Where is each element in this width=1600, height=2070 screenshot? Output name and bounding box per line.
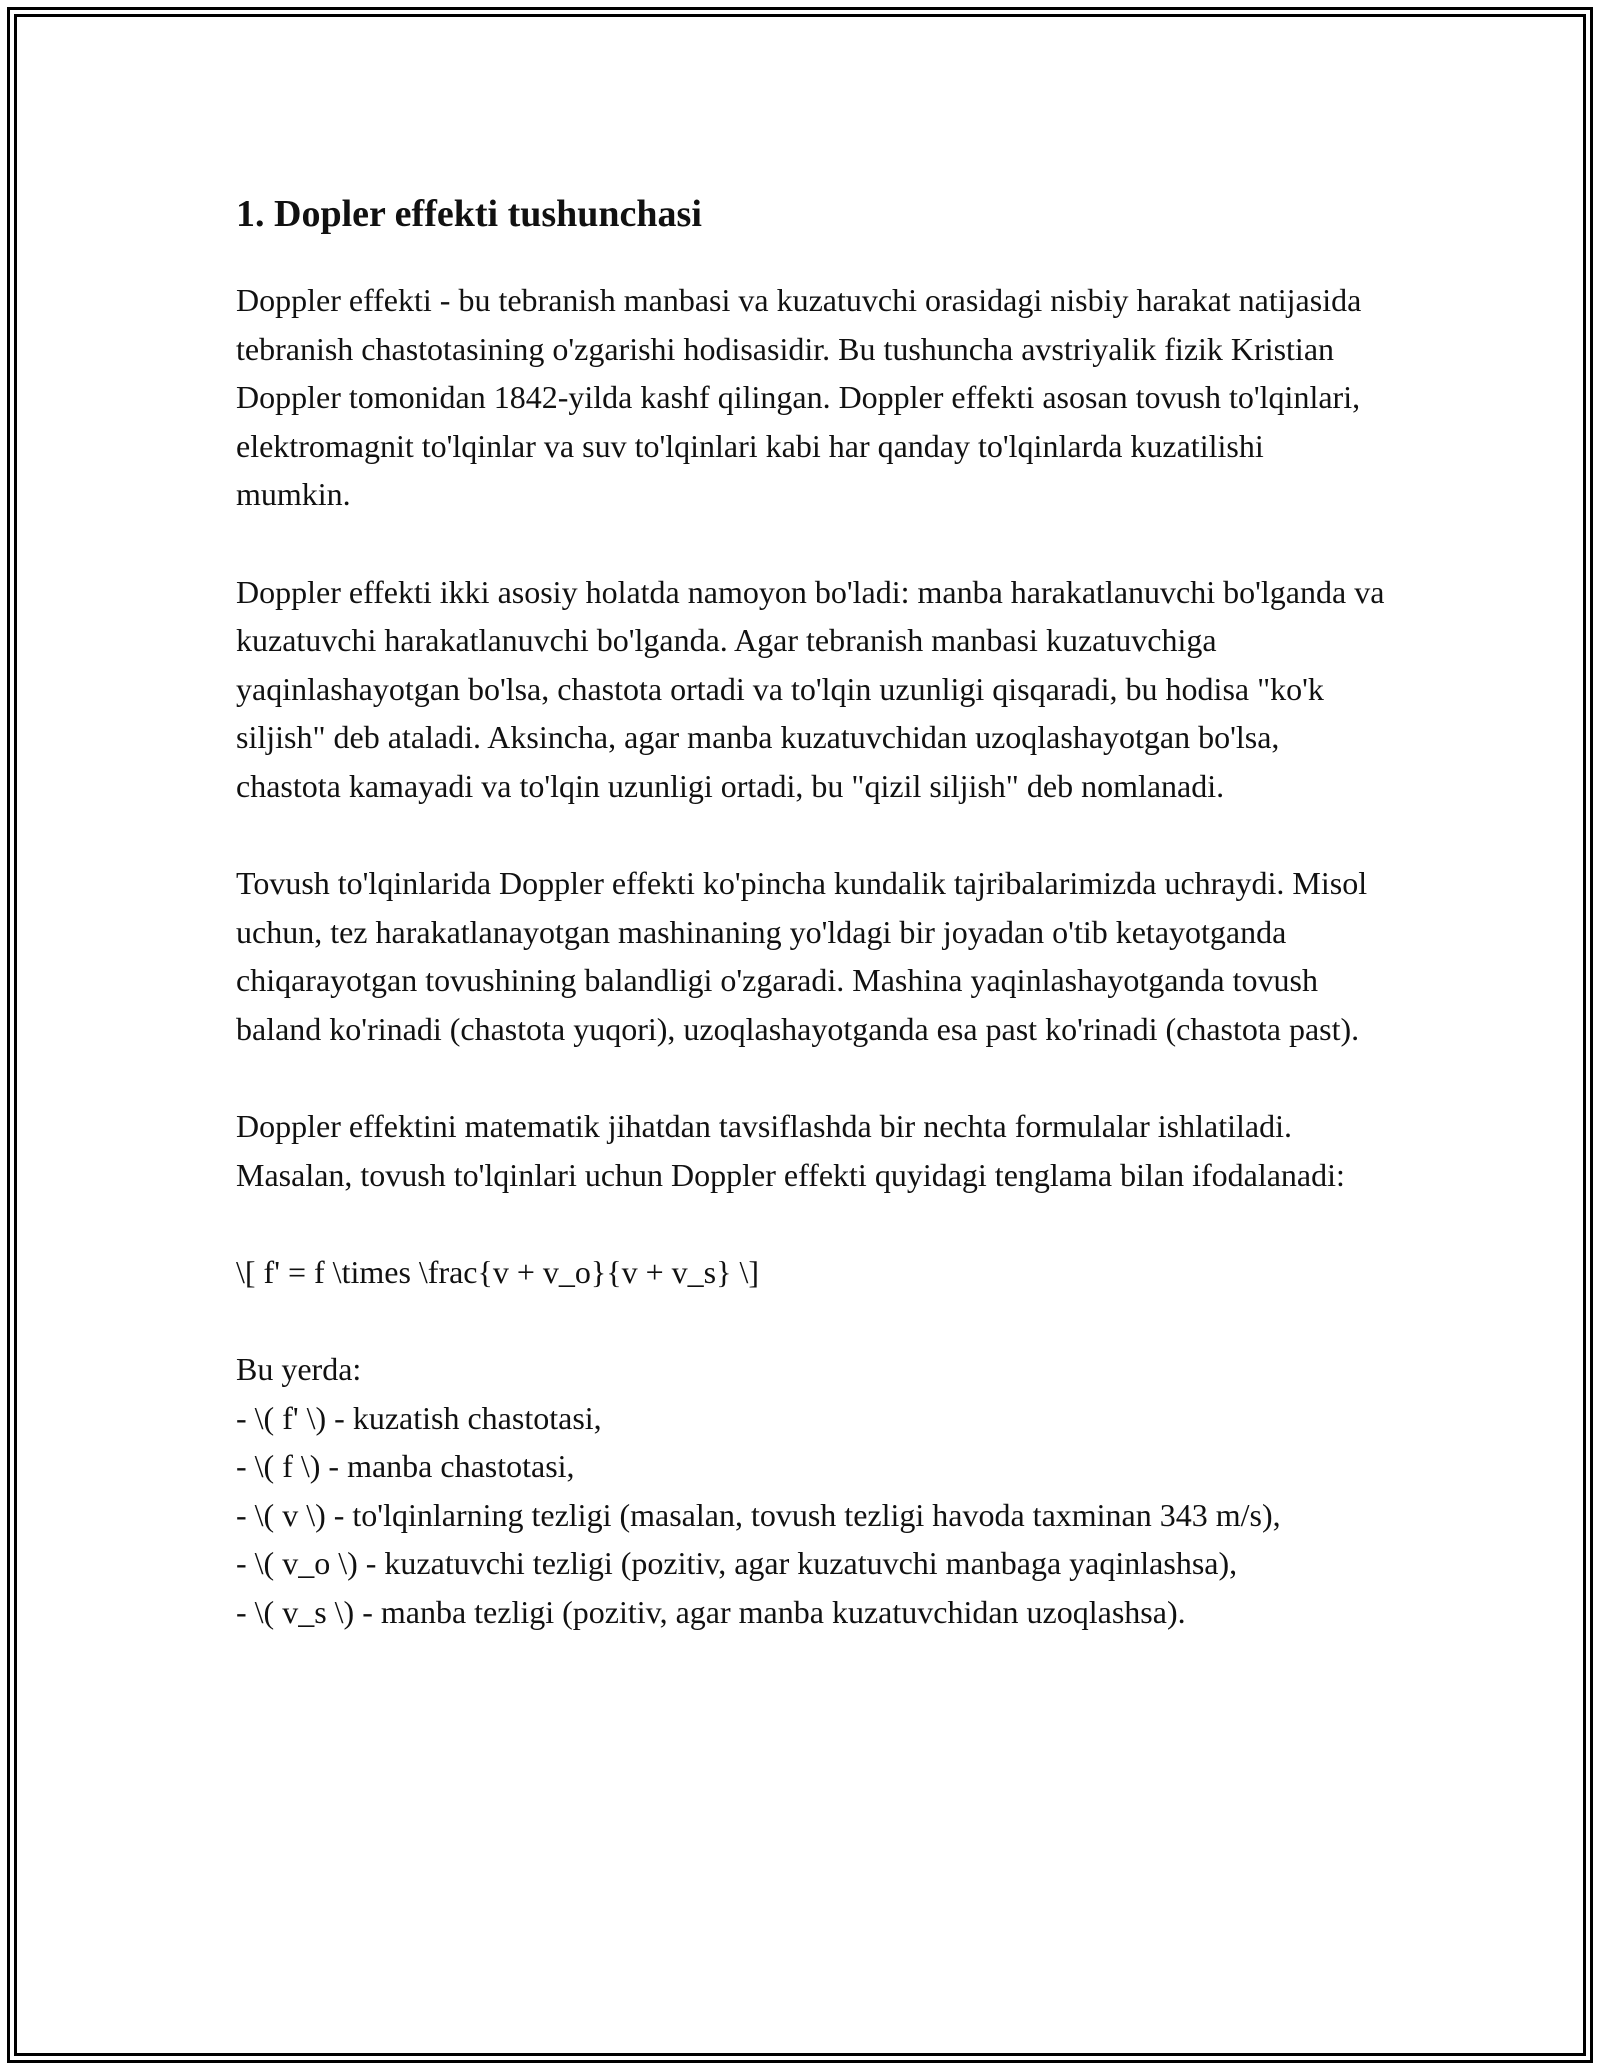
definition-item: - \( v \) - to'lqinlarning tezligi (masalan, tovush tezligi havoda taxminan 343 m/s), — [236, 1496, 1281, 1533]
section-title: 1. Dopler effekti tushunchasi — [236, 193, 702, 235]
definition-item: - \( f \) - manba chastotasi, — [236, 1448, 575, 1485]
paragraph-spacer — [236, 1296, 1386, 1345]
definition-item: - \( v_o \) - kuzatuvchi tezligi (pozitiv, agar kuzatuvchi manbaga yaqinlashsa), — [236, 1545, 1238, 1582]
formula-line: \[ f' = f \times \frac{v + v_o}{v + v_s} \] — [236, 1253, 760, 1290]
definitions-intro: Bu yerda: — [236, 1351, 362, 1388]
paragraph-spacer — [236, 519, 1386, 568]
paragraph-sound-example: Tovush to'lqinlarida Doppler effekti ko'pincha kundalik tajribalarimizda uchraydi. Misol uchun, tez harakatlanayotgan mashinaning yo'ldagi bir joyadan o'tib ketayotganda chiqarayotgan tovushining balandligi o'zgaradi. Mashina yaqinlashayotganda tovush baland ko'rinadi (chastota yuqori), uzoqlashayotganda esa past ko'rinadi (chastota past). — [236, 865, 1368, 1047]
paragraph-cases: Doppler effekti ikki asosiy holatda namoyon bo'ladi: manba harakatlanuvchi bo'lganda va kuzatuvchi harakatlanuvchi bo'lganda. Agar tebranish manbasi kuzatuvchiga yaqinlashayotgan bo'lsa, chastota ortadi va to'lqin uzunligi qisqaradi, bu hodisa "ko'k siljish" deb ataladi. Aksincha, agar manba kuzatuvchidan uzoqlashayotgan bo'lsa, chastota kamayadi va to'lqin uzunligi ortadi, bu "qizil siljish" deb nomlanadi. — [236, 573, 1385, 804]
document-body — [236, 186, 1386, 1637]
paragraph-spacer — [236, 811, 1386, 860]
paragraph-math-intro: Doppler effektini matematik jihatdan tavsiflashda bir nechta formulalar ishlatiladi. Masalan, tovush to'lqinlari uchun Doppler effekti quyidagi tenglama bilan ifodalanadi: — [236, 1108, 1345, 1193]
definition-item: - \( f' \) - kuzatish chastotasi, — [236, 1399, 602, 1436]
paragraph-definition: Doppler effekti - bu tebranish manbasi va kuzatuvchi orasidagi nisbiy harakat natijasida tebranish chastotasining o'zgarishi hodisasidir. Bu tushuncha avstriyalik fizik Kristian Doppler tomonidan 1842-yilda kashf qilingan. Doppler effekti asosan tovush to'lqinlari, elektromagnit to'lqinlar va suv to'lqinlari kabi har qanday to'lqinlarda kuzatilishi mumkin. — [236, 282, 1362, 513]
definitions-list — [236, 1394, 1386, 1637]
paragraph-spacer — [236, 1054, 1386, 1103]
definition-item: - \( v_s \) - manba tezligi (pozitiv, agar manba kuzatuvchidan uzoqlashsa). — [236, 1594, 1186, 1631]
paragraph-spacer — [236, 1199, 1386, 1248]
